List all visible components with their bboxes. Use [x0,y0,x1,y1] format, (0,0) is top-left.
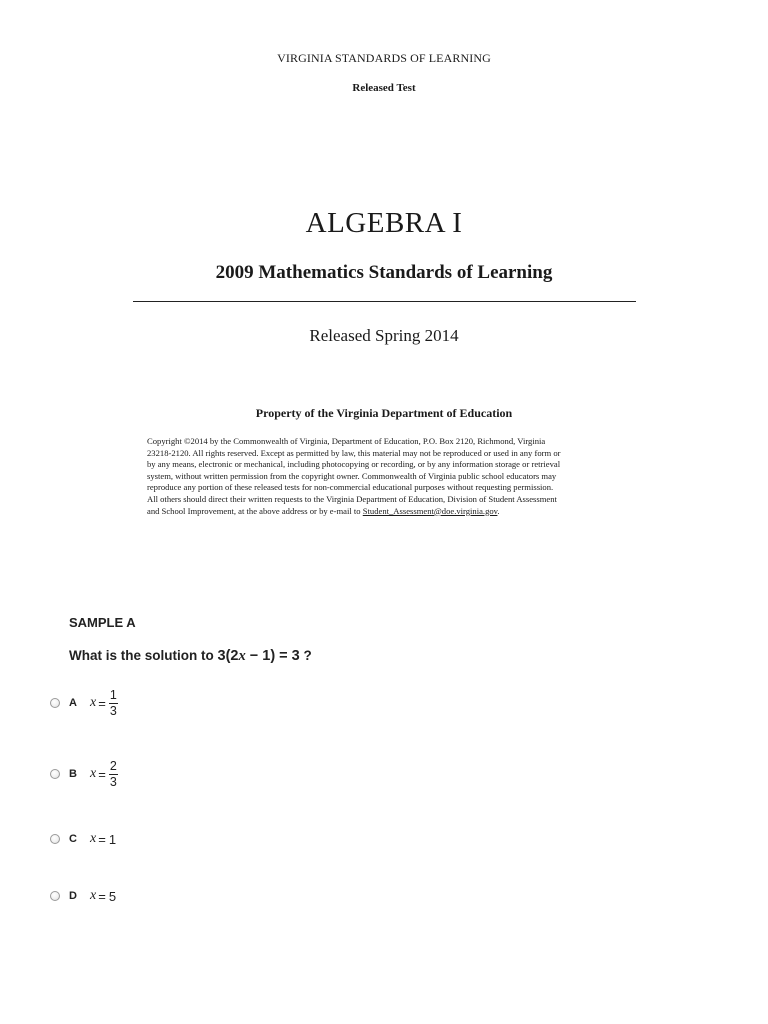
copyright-line: reproduce any portion of these released tests for non-commercial educational purposes without requesting permission. [147,482,554,493]
copyright-notice [147,436,622,517]
option-letter: A [69,697,77,709]
header-subtitle: Released Test [352,82,416,94]
option-variable: x [90,695,97,710]
option-value: 5 [108,888,117,904]
copyright-line: Copyright ©2014 by the Commonwealth of Virginia, Department of Education, P.O. Box 2120, Richmond, Virginia [147,436,546,446]
option-equals: = [98,766,106,782]
answer-option-a[interactable] [50,683,118,723]
option-letter: C [69,833,77,845]
option-value: 1 [108,831,117,847]
radio-button[interactable] [50,834,60,844]
option-variable: x [90,831,97,846]
option-fraction [109,689,118,717]
answer-option-c[interactable] [50,819,116,859]
option-equals: = [98,888,106,904]
option-expression [90,760,118,788]
question-suffix: ? [299,648,312,663]
question-equation [218,648,300,664]
copyright-line: All others should direct their written requests to the Virginia Department of Education, Division of Student Assessment [147,493,557,504]
answer-option-b[interactable] [50,754,118,794]
equation-part: 3(2 [217,648,239,664]
radio-button[interactable] [50,698,60,708]
copyright-line: by any means, electronic or mechanical, including photocopying or recording, or by any information storage or retrieval [147,459,561,470]
header-title: VIRGINIA STANDARDS OF LEARNING [277,51,491,65]
equation-part: − 1) = 3 [245,648,300,664]
release-date: Released Spring 2014 [309,326,459,345]
option-letter: B [69,768,77,780]
copyright-period: . [497,505,500,516]
fraction-denominator: 3 [109,774,117,789]
divider [133,301,636,302]
answer-option-d[interactable] [50,876,116,916]
radio-button[interactable] [50,891,60,901]
equation-variable: x [238,648,246,664]
option-variable: x [90,888,97,903]
option-variable: x [90,766,97,781]
option-letter: D [69,890,77,902]
sample-label: SAMPLE A [69,615,136,630]
property-notice: Property of the Virginia Department of Education [255,406,513,420]
copyright-line [147,506,622,518]
option-expression [90,888,116,904]
copyright-line: system, without written permission from the copyright owner. Commonwealth of Virginia public school educators may [147,470,557,481]
question-text [69,648,312,665]
option-fraction [109,760,118,788]
fraction-numerator: 1 [109,688,117,702]
fraction-denominator: 3 [109,703,117,718]
radio-button[interactable] [50,769,60,779]
fraction-numerator: 2 [109,759,117,773]
option-equals: = [98,695,106,711]
page-subtitle: 2009 Mathematics Standards of Learning [215,262,553,283]
question-prefix: What is the solution to [69,648,214,663]
copyright-text: and School Improvement, at the above address or by e-mail to [147,505,363,516]
option-equals: = [98,831,106,847]
option-expression [90,831,116,847]
page-title: ALGEBRA I [305,207,463,239]
copyright-line: 23218-2120. All rights reserved. Except as permitted by law, this material may not be reproduced or used in any form or [147,447,561,458]
option-expression [90,689,118,717]
email-link[interactable]: Student_Assessment@doe.virginia.gov [362,505,498,516]
